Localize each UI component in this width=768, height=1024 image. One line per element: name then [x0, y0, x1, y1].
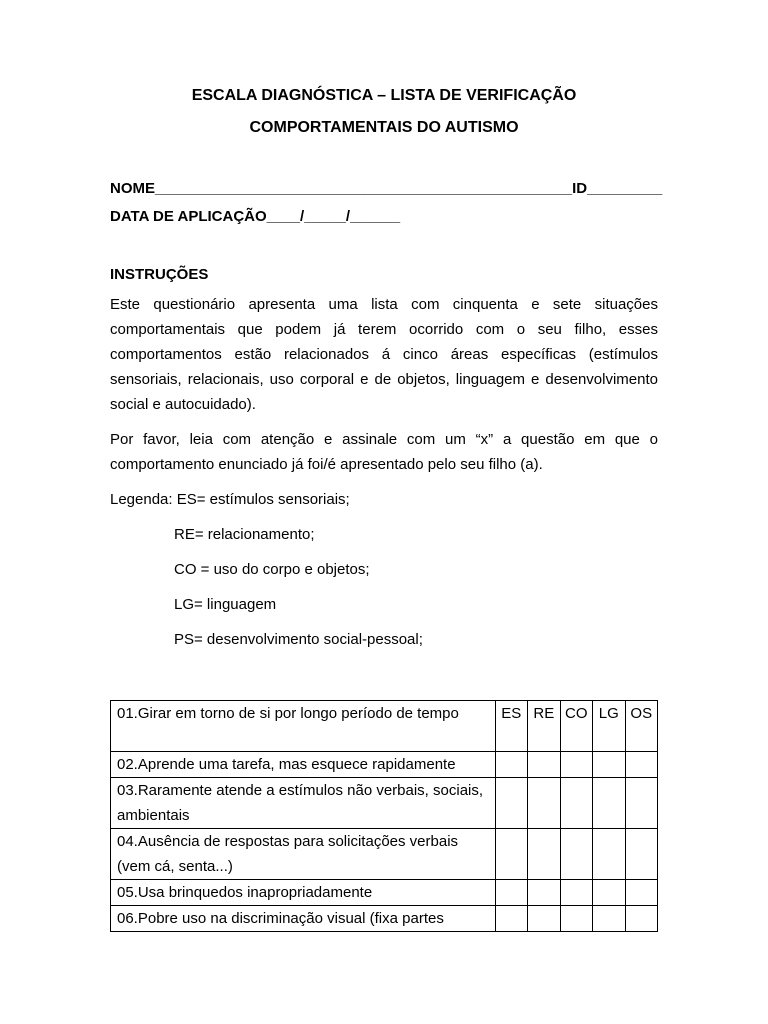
- instructions-heading: INSTRUÇÕES: [110, 266, 209, 283]
- answer-cell-os[interactable]: [625, 752, 658, 778]
- title-line-1: ESCALA DIAGNÓSTICA – LISTA DE VERIFICAÇÃO: [191, 87, 577, 104]
- legend-item-ps: PS= desenvolvimento social-pessoal;: [174, 631, 423, 648]
- question-cell: 06.Pobre uso na discriminação visual (fixa partes: [111, 906, 496, 932]
- answer-cell-lg[interactable]: [593, 906, 625, 932]
- answer-cell-re[interactable]: [528, 829, 560, 880]
- table-row: [111, 829, 658, 880]
- title-line-2: COMPORTAMENTAIS DO AUTISMO: [249, 119, 519, 136]
- question-cell: 04.Ausência de respostas para solicitações verbais (vem cá, senta...): [111, 829, 496, 880]
- answer-cell-re[interactable]: [528, 906, 560, 932]
- answer-cell-es[interactable]: [495, 906, 527, 932]
- column-header-co: CO: [560, 701, 592, 752]
- answer-cell-lg[interactable]: [593, 752, 625, 778]
- checklist-table: [110, 700, 658, 932]
- answer-cell-co[interactable]: [560, 778, 592, 829]
- question-cell: 05.Usa brinquedos inapropriadamente: [111, 880, 496, 906]
- answer-cell-co[interactable]: [560, 880, 592, 906]
- answer-cell-es[interactable]: [495, 752, 527, 778]
- question-cell: 03.Raramente atende a estímulos não verbais, sociais, ambientais: [111, 778, 496, 829]
- table-row: [111, 880, 658, 906]
- column-header-os: OS: [625, 701, 658, 752]
- question-cell: 01.Girar em torno de si por longo período de tempo: [111, 701, 496, 752]
- answer-cell-lg[interactable]: [593, 829, 625, 880]
- table-row: [111, 701, 658, 752]
- answer-cell-os[interactable]: [625, 778, 658, 829]
- application-date-field: DATA DE APLICAÇÃO____/_____/______: [110, 208, 401, 225]
- answer-cell-os[interactable]: [625, 906, 658, 932]
- column-header-es: ES: [495, 701, 527, 752]
- answer-cell-lg[interactable]: [593, 880, 625, 906]
- answer-cell-es[interactable]: [495, 880, 527, 906]
- answer-cell-os[interactable]: [625, 829, 658, 880]
- answer-cell-lg[interactable]: [593, 778, 625, 829]
- legend-item-co: CO = uso do corpo e objetos;: [174, 561, 370, 578]
- column-header-re: RE: [528, 701, 560, 752]
- legend-item-lg: LG= linguagem: [174, 596, 277, 613]
- instructions-paragraph-2: Por favor, leia com atenção e assinale com um “x” a questão em que o comportamento enunciado já foi/é apresentado pelo seu filho (a).: [110, 431, 658, 473]
- legend-title: Legenda: ES= estímulos sensoriais;: [110, 491, 350, 508]
- question-cell: 02.Aprende uma tarefa, mas esquece rapidamente: [111, 752, 496, 778]
- answer-cell-co[interactable]: [560, 829, 592, 880]
- answer-cell-es[interactable]: [495, 829, 527, 880]
- legend-item-re: RE= relacionamento;: [174, 526, 315, 543]
- name-id-field: NOME__________________________________________________ID_________: [110, 180, 663, 197]
- answer-cell-co[interactable]: [560, 752, 592, 778]
- table-row: [111, 752, 658, 778]
- answer-cell-es[interactable]: [495, 778, 527, 829]
- table-row: [111, 778, 658, 829]
- answer-cell-co[interactable]: [560, 906, 592, 932]
- answer-cell-re[interactable]: [528, 778, 560, 829]
- answer-cell-os[interactable]: [625, 880, 658, 906]
- table-row: [111, 906, 658, 932]
- instructions-paragraph-1: Este questionário apresenta uma lista com cinquenta e sete situações comportamentais que podem já terem ocorrido com o seu filho, esses comportamentos estão relacionados á cinco áreas específicas (estímulos sensoriais, relacionais, uso corporal e de objetos, linguagem e desenvolvimento social e autocuidado).: [110, 296, 658, 413]
- answer-cell-re[interactable]: [528, 880, 560, 906]
- column-header-lg: LG: [593, 701, 625, 752]
- answer-cell-re[interactable]: [528, 752, 560, 778]
